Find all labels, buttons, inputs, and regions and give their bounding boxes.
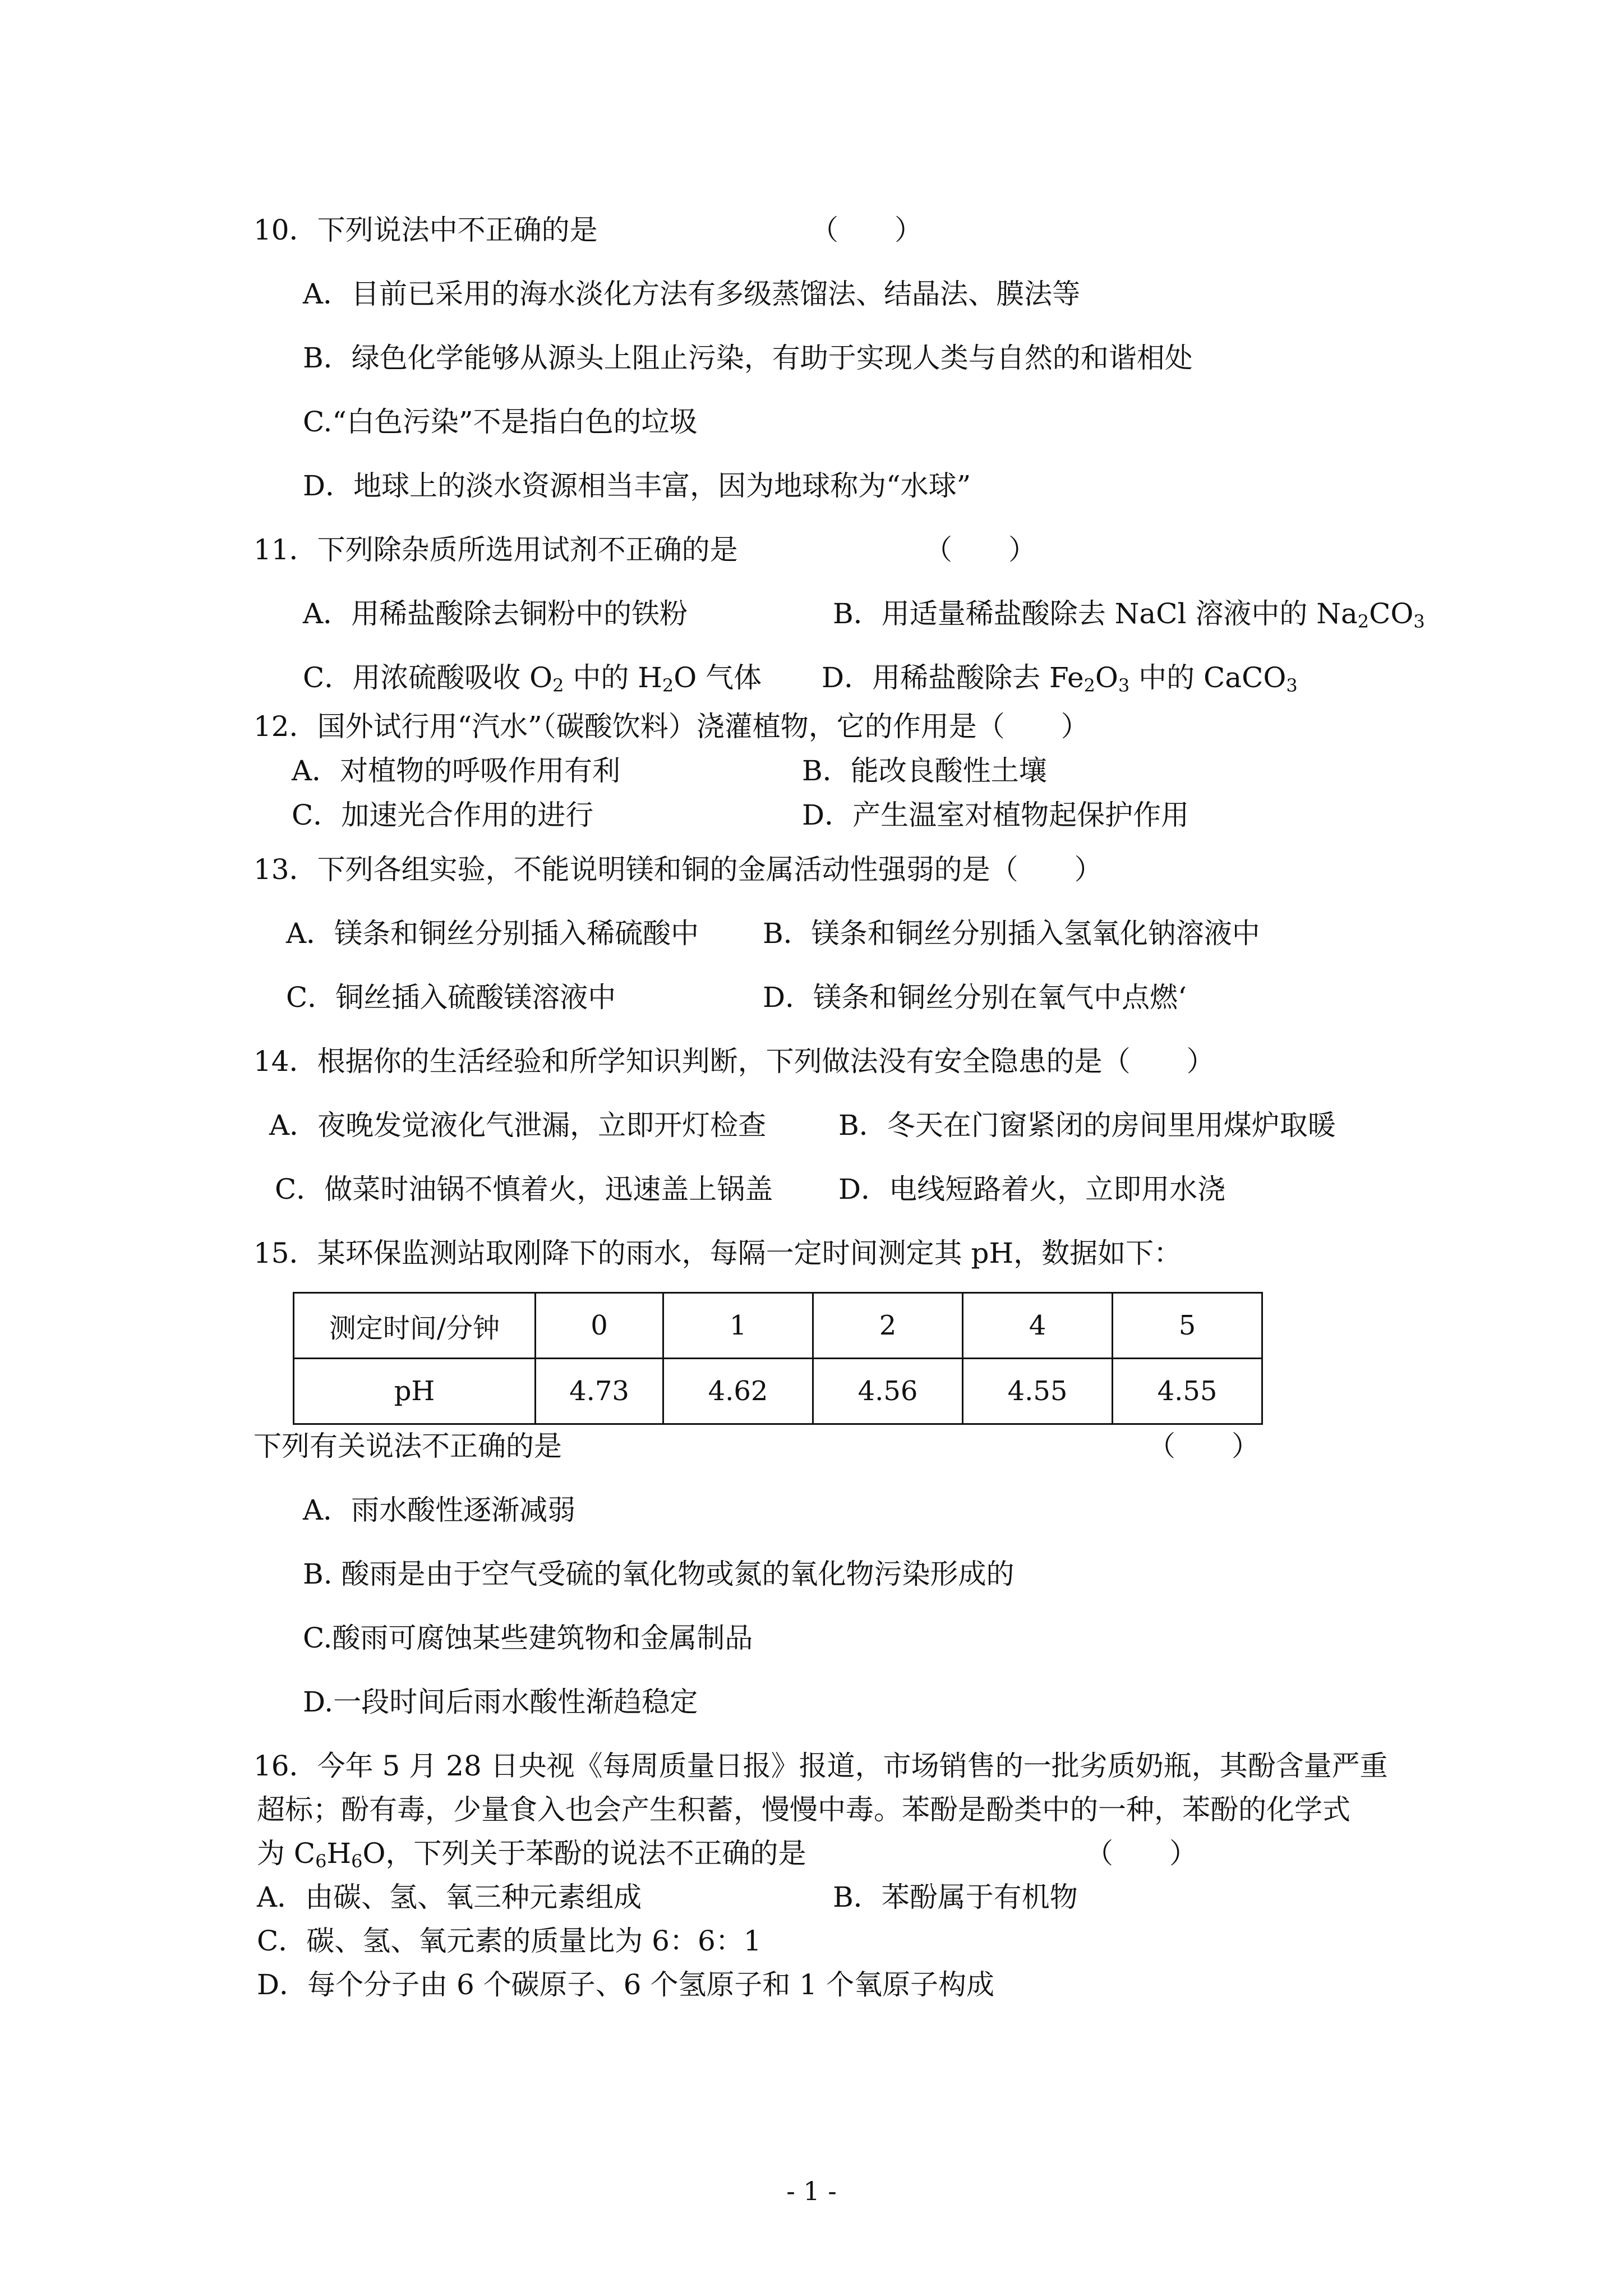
q16-option-b: B．苯酚属于有机物 [833,1881,1078,1913]
q15-lead: 下列有关说法不正确的是 [253,1430,562,1462]
q12-option-a: A．对植物的呼吸作用有利 [292,754,621,787]
q16-option-d: D．每个分子由 6 个碳原子、6 个氢原子和 1 个氧原子构成 [257,1968,994,2001]
q10-option-d: D．地球上的淡水资源相当丰富，因为地球称为“水球” [303,470,971,502]
table-cell: 4.55 [963,1359,1113,1424]
table-row [294,1293,1262,1359]
table-cell: 测定时间/分钟 [294,1293,536,1359]
q15-option-b: B. 酸雨是由于空气受硫的氧化物或氮的氧化物污染形成的 [303,1558,1015,1590]
table-cell: 2 [813,1293,963,1359]
table-cell: 0 [536,1293,663,1359]
q12-option-b: B．能改良酸性土壤 [802,754,1047,787]
q14-option-b: B．冬天在门窗紧闭的房间里用煤炉取暖 [838,1109,1336,1142]
table-cell: 5 [1113,1293,1262,1359]
table-cell: 1 [663,1293,813,1359]
q16-line-1: 16．今年 5 月 28 日央视《每周质量日报》报道，市场销售的一批劣质奶瓶，其酚含量严重 [253,1750,1388,1782]
q12-option-d: D．产生温室对植物起保护作用 [802,799,1189,831]
q13-stem: 13．下列各组实验，不能说明镁和铜的金属活动性强弱的是（ ） [253,853,1103,886]
q10-answer-bracket: （ ） [810,214,923,246]
ph-data-table [293,1292,1263,1425]
q16-answer-bracket: （ ） [1085,1837,1197,1870]
q16-line-2: 超标；酚有毒，少量食入也会产生积蓄，慢慢中毒。苯酚是酚类中的一种，苯酚的化学式 [257,1793,1350,1826]
q16-option-a: A．由碳、氢、氧三种元素组成 [257,1881,642,1913]
q13-option-d: D．镁条和铜丝分别在氧气中点燃‘ [763,981,1187,1014]
q12-option-c: C．加速光合作用的进行 [292,799,594,831]
q16-option-c: C．碳、氢、氧元素的质量比为 6：6：1 [257,1925,762,1957]
q10-option-c: C.“白色污染”不是指白色的垃圾 [303,406,698,438]
table-cell: 4.55 [1113,1359,1262,1424]
q14-option-c: C．做菜时油锅不慎着火，迅速盖上锅盖 [275,1173,773,1205]
q11-answer-bracket: （ ） [924,533,1036,566]
q14-option-a: A．夜晚发觉液化气泄漏，立即开灯检查 [269,1109,767,1142]
q13-option-b: B．镁条和铜丝分别插入氢氧化钠溶液中 [763,917,1260,950]
table-cell: 4.62 [663,1359,813,1424]
q15-option-a: A．雨水酸性逐渐减弱 [303,1494,576,1526]
table-cell: 4 [963,1293,1113,1359]
q16-line-3: 为 $C_6H_6O$，下列关于苯酚的说法不正确的是 [257,1837,806,1872]
q11-option-b: B．用适量稀盐酸除去 NaCl 溶液中的 $Na_2CO_3$ [833,597,1425,632]
q11-option-a: A．用稀盐酸除去铜粉中的铁粉 [303,597,688,630]
q15-stem: 15．某环保监测站取刚降下的雨水，每隔一定时间测定其 pH，数据如下： [253,1237,1182,1269]
q11-stem: 11．下列除杂质所选用试剂不正确的是 [253,533,738,566]
table-cell: 4.56 [813,1359,963,1424]
q10-option-a: A．目前已采用的海水淡化方法有多级蒸馏法、结晶法、膜法等 [303,278,1081,310]
page-number: - 1 - [786,2176,837,2206]
q15-answer-bracket: （ ） [1147,1430,1260,1462]
q13-option-c: C．铜丝插入硫酸镁溶液中 [286,981,616,1014]
q10-stem: 10．下列说法中不正确的是 [253,214,598,246]
table-cell: pH [294,1359,536,1424]
q11-option-c: C．用浓硫酸吸收 $O_2$ 中的 $H_2O$ 气体 [303,661,762,696]
q10-option-b: B．绿色化学能够从源头上阻止污染，有助于实现人类与自然的和谐相处 [303,342,1193,374]
q14-option-d: D．电线短路着火，立即用水浇 [838,1173,1226,1205]
table-cell: 4.73 [536,1359,663,1424]
table-row [294,1359,1262,1424]
q13-option-a: A．镁条和铜丝分别插入稀硫酸中 [286,917,699,950]
q15-option-d: D.一段时间后雨水酸性渐趋稳定 [303,1686,698,1718]
q12-stem: 12．国外试行用“汽水”（碳酸饮料）浇灌植物，它的作用是（ ） [253,710,1089,743]
q15-option-c: C.酸雨可腐蚀某些建筑物和金属制品 [303,1622,753,1654]
q14-stem: 14．根据你的生活经验和所学知识判断，下列做法没有安全隐患的是（ ） [253,1045,1215,1078]
q11-option-d: D．用稀盐酸除去 $Fe_2O_3$ 中的 CaCO$_3$ [822,661,1298,696]
